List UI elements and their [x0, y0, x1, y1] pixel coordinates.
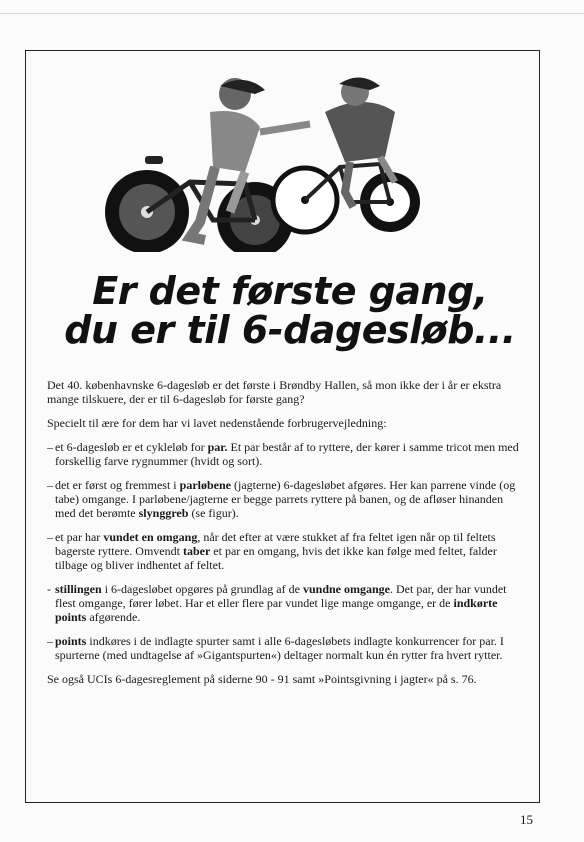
headline — [40, 269, 540, 352]
lead-paragraph: Specielt til ære for dem har vi lavet nedenstående forbrugervejledning: — [47, 416, 387, 430]
list-item: – det er først og fremmest i parløbene (jagterne) 6-dagesløbet afgøres. Her kan parrene vinde (og tabe) omgange. I parløbene/jagterne er begge parrets ryttere på banen, og de afløser hinanden med det berømte slynggreb (se figur). — [47, 478, 516, 520]
scan-edge-line — [0, 13, 584, 14]
list-item: – et par har vundet en omgang, når det efter at være stukket af fra feltet igen når op til feltets bagerste ryttere. Omvendt taber et par en omgang, hvis det ikke kan følge med feltet, falder tilbage og bliver indhentet af feltet. — [47, 530, 497, 572]
cyclists-illustration — [95, 72, 425, 252]
headline-line-2: du er til 6-dagesløb... — [64, 308, 516, 352]
page-number: 15 — [520, 812, 533, 827]
list-item: - stillingen i 6-dagesløbet opgøres på grundlag af de vundne omgange. Det par, der har vundet flest omgange, fører løbet. Har et eller flere par vundet lige mange omgange, er de indkørte points afgørende. — [47, 582, 507, 624]
list-item: – et 6-dagesløb er et cykleløb for par. Et par består af to ryttere, der kører i samme tricot men med forskellig farve rygnummer (hvidt og sort). — [47, 440, 519, 468]
intro-paragraph: Det 40. københavnske 6-dagesløb er det første i Brøndby Hallen, så mon ikke der i år er ekstra mange tilskuere, der er til 6-dagesløb for første gang? — [47, 378, 502, 406]
list-item: – points indkøres i de indlagte spurter samt i alle 6-dagesløbets indlagte konkurrencer for par. I spurterne (med undtagelse af »Gigantspurten«) deltager normalt kun én rytter fra hvert rytter. — [47, 634, 504, 662]
footer-note: Se også UCIs 6-dagesreglement på siderne 90 - 91 samt »Pointsgivning i jagter« på s. 76. — [47, 672, 477, 686]
headline-line-1: Er det første gang, — [92, 269, 488, 313]
article-body — [47, 378, 519, 696]
